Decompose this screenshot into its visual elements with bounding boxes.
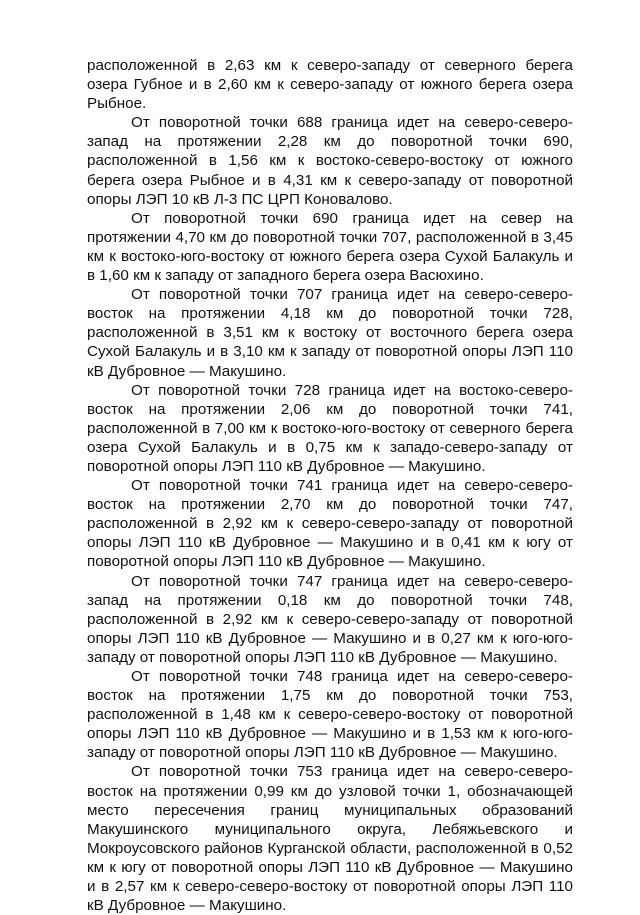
document-page <box>87 56 573 915</box>
paragraph-point-741: От поворотной точки 741 граница идет на северо-северо-восток на протяжении 2,70 км до поворотной точки 747, расположенной в 2,92 км к северо-северо-западу от поворотной опоры ЛЭП 110 кВ Дубровное — Макушино и в 0,41 км к югу от поворотной опоры ЛЭП 110 кВ Дубровное — Макушино. <box>87 477 573 571</box>
paragraph-point-688: От поворотной точки 688 граница идет на северо-северо-запад на протяжении 2,28 км до поворотной точки 690, расположенной в 1,56 км к востоко-северо-востоку от южного берега озера Рыбное и в 4,31 км к северо-западу от поворотной опоры ЛЭП 10 кВ Л-3 ПС ЦРП Коновалово. <box>87 114 573 208</box>
paragraph-point-690: От поворотной точки 690 граница идет на север на протяжении 4,70 км до поворотной точки 707, расположенной в 3,45 км к востоко-юго-востоку от южного берега озера Сухой Балакуль и в 1,60 км к западу от западного берега озера Васюхино. <box>87 209 573 285</box>
paragraph-point-747: От поворотной точки 747 граница идет на северо-северо-запад на протяжении 0,18 км до поворотной точки 748, расположенной в 2,92 км к северо-северо-западу от поворотной опоры ЛЭП 110 кВ Дубровное — Макушино и в 0,27 км к юго-юго-западу от поворотной опоры ЛЭП 110 кВ Дубровное — Макушино. <box>87 572 573 666</box>
paragraph-point-707: От поворотной точки 707 граница идет на северо-северо-восток на протяжении 4,18 км до поворотной точки 728, расположенной в 3,51 км к востоку от восточного берега озера Сухой Балакуль и в 3,10 км к западу от поворотной опоры ЛЭП 110 кВ Дубровное — Макушино. <box>87 286 573 380</box>
paragraph-point-753: От поворотной точки 753 граница идет на северо-северо-восток на протяжении 0,99 км до узловой точки 1, обозначающей место пересечения границ муниципальных образований Макушинского муниципального округа, Лебяжьевского и Мокроусовского районов Курганской области, расположенной в 0,52 км к югу от поворотной опоры ЛЭП 110 кВ Дубровное — Макушино и в 2,57 км к северо-северо-востоку от поворотной опоры ЛЭП 110 кВ Дубровное — Макушино. <box>87 763 573 915</box>
paragraph-continuation: расположенной в 2,63 км к северо-западу от северного берега озера Губное и в 2,60 км к северо-западу от южного берега озера Рыбное. <box>87 57 573 113</box>
paragraph-point-728: От поворотной точки 728 граница идет на востоко-северо-восток на протяжении 2,06 км до поворотной точки 741, расположенной в 7,00 км к востоко-юго-востоку от северного берега озера Сухой Балакуль и в 0,75 км к западо-северо-западу от поворотной опоры ЛЭП 110 кВ Дубровное — Макушино. <box>87 381 573 475</box>
paragraph-point-748: От поворотной точки 748 граница идет на северо-северо-восток на протяжении 1,75 км до поворотной точки 753, расположенной в 1,48 км к северо-северо-востоку от поворотной опоры ЛЭП 110 кВ Дубровное — Макушино и в 1,53 км к юго-юго-западу от поворотной опоры ЛЭП 110 кВ Дубровное — Макушино. <box>87 668 573 762</box>
